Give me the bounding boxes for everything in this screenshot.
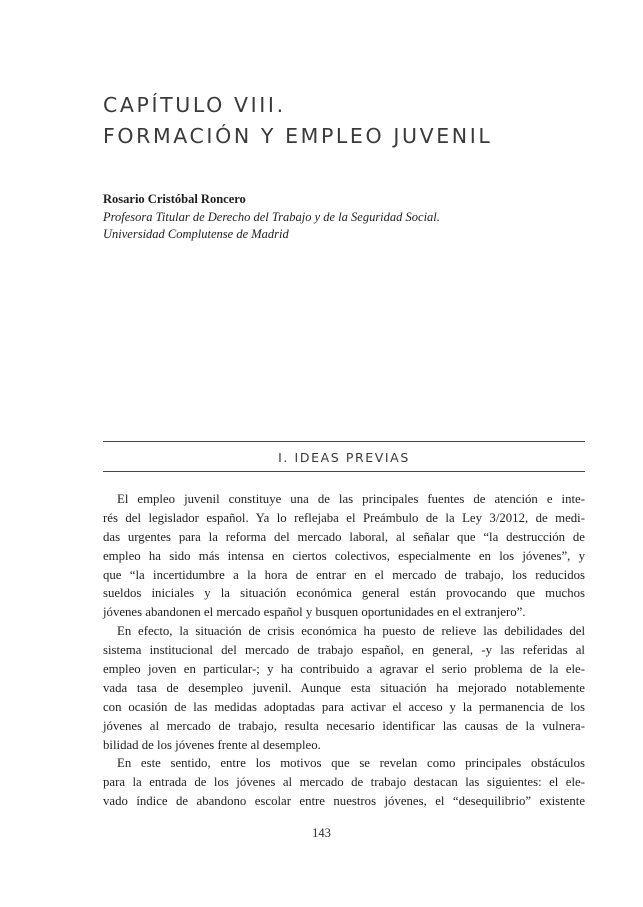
body-line: empleo joven en particular-; y ha contribuido a agravar el serio problema de la ele- [103,662,585,677]
body-line: En este sentido, entre los motivos que se revelan como principales obstáculos [117,756,585,771]
body-line: jóvenes al mercado de trabajo, resulta necesario identificar las causas de la vulnera- [103,718,585,733]
body-line: vada tasa de desempleo juvenil. Aunque esta situación ha mejorado notablemente [103,680,585,695]
body-line: vado índice de abandono escolar entre nuestros jóvenes, el “desequilibrio” existente [103,794,585,809]
section-rule-top [103,441,585,442]
body-line: bilidad de los jóvenes frente al desempleo. [103,737,321,752]
body-line: sueldos iniciales y la situación económica general están provocando que muchos [103,586,585,601]
body-line: empleo ha sido más intensa en ciertos colectivos, especialmente en los jóvenes”, y [103,548,585,563]
page-number: 143 [312,826,331,840]
body-line: rés del legislador español. Ya lo reflejaba el Preámbulo de la Ley 3/2012, de medi- [103,510,585,525]
author-affiliation-line-1: Profesora Titular de Derecho del Trabajo y de la Seguridad Social. [103,209,440,224]
section-heading: I. IDEAS PREVIAS [278,450,410,465]
body-line: das urgentes para la reforma del mercado laboral, al señalar que “la destrucción de [103,529,585,544]
section-rule-bottom [103,471,585,472]
chapter-title-line-2: FORMACIÓN Y EMPLEO JUVENIL [103,124,493,148]
body-line: sistema institucional del mercado de trabajo español, en general, -y las referidas al [103,643,585,658]
body-line: para la entrada de los jóvenes al mercado de trabajo destacan las siguientes: el ele- [103,775,585,790]
body-line: El empleo juvenil constituye una de las principales fuentes de atención e inte- [117,492,585,506]
author-block [103,191,583,244]
body-line: con ocasión de las medidas adoptadas para activar el acceso y la permanencia de los [103,699,585,714]
author-affiliation-line-2: Universidad Complutense de Madrid [103,227,289,241]
chapter-title [103,90,583,152]
body-line: que “la incertidumbre a la hora de entrar en el mercado de trabajo, los reducidos [103,567,585,582]
body-line: jóvenes abandonen el mercado español y busquen oportunidades en el extranjero”. [103,605,526,620]
body-line: En efecto, la situación de crisis económica ha puesto de relieve las debilidades del [117,624,585,639]
chapter-title-line-1: CAPÍTULO VIII. [103,93,286,117]
author-name: Rosario Cristóbal Roncero [103,192,246,206]
body-text [103,490,585,811]
